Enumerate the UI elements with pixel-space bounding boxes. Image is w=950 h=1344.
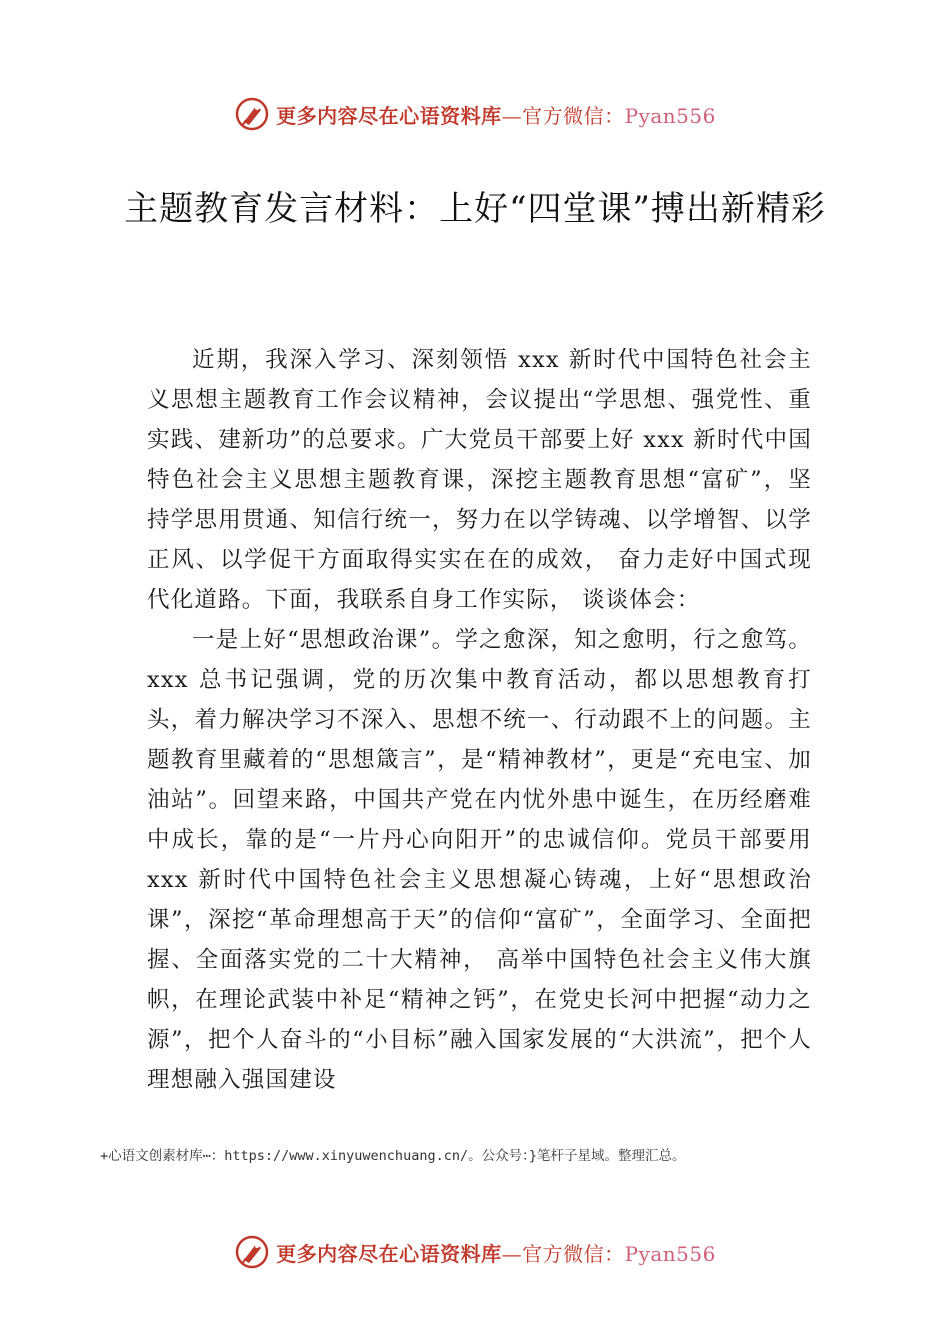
banner-wechat-id: Pyan556 — [624, 103, 716, 128]
banner-separator: — — [501, 103, 523, 128]
banner-separator: — — [501, 1241, 523, 1266]
document-title: 主题教育发言材料：上好“四堂课”搏出新精彩 — [124, 189, 826, 229]
banner-main-text: 更多内容尽在心语资料库 — [276, 1241, 502, 1266]
pen-nib-logo-icon — [234, 96, 270, 132]
pen-nib-logo-icon — [234, 1234, 270, 1270]
paragraph-point-one: 一是上好“思想政治课”。学之愈深，知之愈明，行之愈笃。xxx 总书记强调，党的历次集中教育活动，都以思想教育打头，着力解决学习不深入、思想不统一、行动跟不上的问题。主题教育里藏着的“思想箴言”，是“精神教材”，更是“充电宝、加油站”。回望来路，中国共产党在内忧外患中诞生，在历经磨难中成长，靠的是“一片丹心向阳开”的忠诚信仰。党员干部要用 xxx 新时代中国特色社会主义思想凝心铸魂，上好“思想政治课”，深挖“革命理想高于天”的信仰“富矿”，全面学习、全面把握、全面落实党的二十大精神， 高举中国特色社会主义伟大旗帜，在理论武装中补足“精神之钙”，在党史长河中把握“动力之源”，把个人奋斗的“小目标”融入国家发展的“大洪流”，把个人理想融入强国建设 — [147, 627, 812, 1093]
banner-main-text: 更多内容尽在心语资料库 — [276, 103, 502, 128]
footer-banner — [0, 1230, 950, 1274]
header-banner — [0, 92, 950, 136]
banner-text — [276, 100, 716, 129]
document-body — [147, 340, 812, 1100]
source-footnote: +心语文创素材库⋯：https://www.xinyuwenchuang.cn/。公众号：}笔杆子星域。整理汇总。 — [100, 1148, 686, 1164]
banner-wechat-label: 官方微信： — [522, 103, 625, 128]
banner-wechat-id: Pyan556 — [624, 1241, 716, 1266]
paragraph-intro: 近期，我深入学习、深刻领悟 xxx 新时代中国特色社会主义思想主题教育工作会议精神，会议提出“学思想、强党性、重实践、建新功”的总要求。广大党员干部要上好 xxx 新时代中国特色社会主义思想主题教育课，深挖主题教育思想“富矿”，坚持学思用贯通、知信行统一，努力在以学铸魂、以学增智、以学正风、以学促干方面取得实实在在的成效， 奋力走好中国式现代化道路。下面，我联系自身工作实际， 谈谈体会： — [147, 347, 812, 613]
banner-text — [276, 1238, 716, 1267]
banner-wechat-label: 官方微信： — [522, 1241, 625, 1266]
